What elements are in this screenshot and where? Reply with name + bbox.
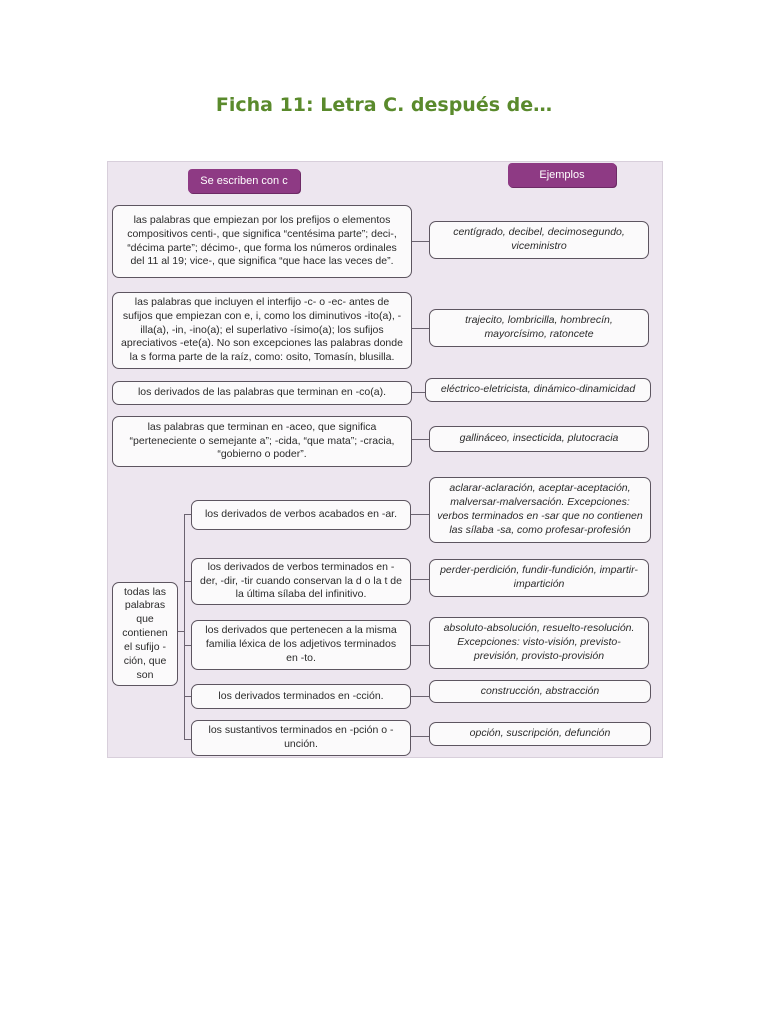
header-rules: Se escriben con c: [188, 169, 300, 193]
group-label-box: todas las palabras que contienen el sufijo -ción, que son: [112, 582, 178, 686]
rule-box: los derivados de las palabras que terminan en -co(a).: [112, 381, 412, 405]
example-box: perder-perdición, fundir-fundición, impartir-impartición: [429, 559, 649, 597]
example-box: absoluto-absolución, resuelto-resolución. Excepciones: visto-visión, previsto-previsión, provisto-provisión: [429, 617, 649, 669]
sub-rule-box: los derivados que pertenecen a la misma familia léxica de los adjetivos terminados en -to.: [191, 620, 411, 670]
sub-rule-box: los derivados de verbos terminados en -der, -dir, -tir cuando conservan la d o la t de la última sílaba del infinitivo.: [191, 558, 411, 605]
scanned-diagram: [107, 161, 663, 758]
connector: [412, 439, 429, 440]
example-box: construcción, abstracción: [429, 680, 651, 703]
example-box: centígrado, decibel, decimosegundo, viceministro: [429, 221, 649, 259]
sub-rule-box: los sustantivos terminados en -pción o -unción.: [191, 720, 411, 756]
sub-rule-box: los derivados terminados en -cción.: [191, 684, 411, 709]
rule-box: las palabras que incluyen el interfijo -c- o -ec- antes de sufijos que empiezan con e, i, como los diminutivos -ito(a), -illa(a), -in, -ino(a); el superlativo -ísimo(a); los sufijos apreciativos -ete(a). No son excepciones las palabras donde la s forma parte de la raíz, como: osito, Tomasín, blusilla.: [112, 292, 412, 369]
connector: [184, 581, 191, 582]
connector: [411, 736, 429, 737]
connector: [411, 579, 429, 580]
connector: [184, 514, 191, 515]
bracket-line: [184, 514, 185, 739]
connector: [184, 739, 191, 740]
page-title: Ficha 11: Letra C. después de…: [215, 94, 553, 116]
header-examples: Ejemplos: [508, 163, 616, 187]
connector: [184, 696, 191, 697]
connector: [411, 645, 429, 646]
connector: [412, 241, 429, 242]
sub-rule-box: los derivados de verbos acabados en -ar.: [191, 500, 411, 530]
connector: [411, 696, 429, 697]
example-box: aclarar-aclaración, aceptar-aceptación, malversar-malversación. Excepciones: verbos terminados en -sar que no contienen las sílaba -sa, como profesar-profesión: [429, 477, 651, 543]
connector: [411, 514, 429, 515]
connector: [184, 645, 191, 646]
example-box: trajecito, lombricilla, hombrecín, mayorcísimo, ratoncete: [429, 309, 649, 347]
example-box: eléctrico-eletricista, dinámico-dinamicidad: [425, 378, 651, 402]
example-box: gallináceo, insecticida, plutocracia: [429, 426, 649, 452]
example-box: opción, suscripción, defunción: [429, 722, 651, 746]
rule-box: las palabras que terminan en -aceo, que significa “perteneciente o semejante a”; -cida, “que mata”; -cracia, “gobierno o poder”.: [112, 416, 412, 467]
connector: [412, 328, 429, 329]
rule-box: las palabras que empiezan por los prefijos o elementos compositivos centi-, que significa “centésima parte”; deci-, “décima parte”; décimo-, que forma los números ordinales del 11 al 19; vice-, que significa “que hace las veces de”.: [112, 205, 412, 278]
